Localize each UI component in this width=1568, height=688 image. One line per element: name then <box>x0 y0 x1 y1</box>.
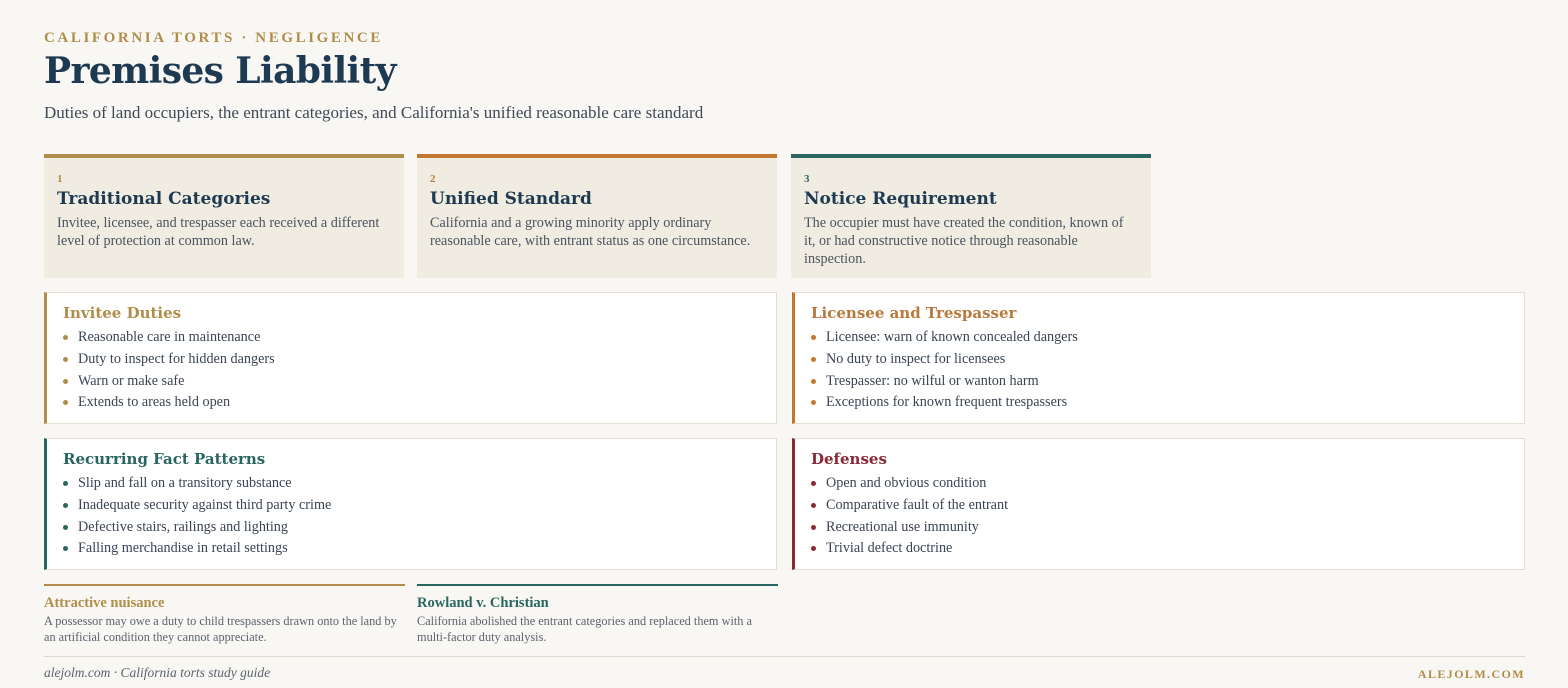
list-item <box>811 349 1508 371</box>
panel-defenses <box>792 438 1525 570</box>
list-item-text: Trivial defect doctrine <box>826 540 953 557</box>
list-item-text: Warn or make safe <box>78 372 185 389</box>
card-number: 2 <box>430 173 436 185</box>
panel-title: Defenses <box>811 450 887 468</box>
note-text: California abolished the entrant categories and replaced them with a multi-factor duty analysis. <box>417 614 752 644</box>
bullet-dot-icon <box>63 357 68 362</box>
list-item-text: Slip and fall on a transitory substance <box>78 475 292 491</box>
bullet-dot-icon <box>811 400 816 405</box>
list-item <box>63 495 760 517</box>
card-title: Traditional Categories <box>57 189 271 209</box>
list-item <box>811 495 1508 517</box>
list-item-text: Comparative fault of the entrant <box>826 496 1009 513</box>
list-item-text: Reasonable care in maintenance <box>78 329 261 345</box>
footer-site-link[interactable]: ALEJOLM.COM <box>1417 667 1525 681</box>
bullet-dot-icon <box>811 525 816 530</box>
list-item-text: Falling merchandise in retail settings <box>78 540 288 557</box>
panel-recurring-fact-patterns <box>44 438 777 570</box>
footer-divider <box>44 656 1525 657</box>
bullet-dot-icon <box>63 379 68 384</box>
bullet-dot-icon <box>63 400 68 405</box>
list-item <box>63 392 760 414</box>
list-item-text: Recreational use immunity <box>826 518 979 535</box>
concept-card-notice-requirement <box>791 154 1151 278</box>
list-item <box>811 538 1508 560</box>
bullet-dot-icon <box>811 503 816 508</box>
card-number: 3 <box>804 173 810 185</box>
page-title: Premises Liability <box>44 50 396 92</box>
bullet-dot-icon <box>63 481 68 486</box>
list-item <box>63 517 760 539</box>
list-item-text: Inadequate security against third party crime <box>78 496 332 513</box>
list-item <box>63 473 760 495</box>
note-attractive-nuisance <box>44 584 405 645</box>
card-title: Notice Requirement <box>804 189 997 209</box>
bullet-dot-icon <box>811 546 816 551</box>
bullet-dot-icon <box>811 357 816 362</box>
list-item-text: Open and obvious condition <box>826 475 987 491</box>
panel-licensee-trespasser <box>792 292 1525 424</box>
list-item-text: Defective stairs, railings and lighting <box>78 518 288 535</box>
bullet-dot-icon <box>811 335 816 340</box>
list-item-text: Exceptions for known frequent trespassers <box>826 394 1068 411</box>
eyebrow-label: CALIFORNIA TORTS · NEGLIGENCE <box>44 30 383 46</box>
list-item <box>811 473 1508 495</box>
panel-title: Licensee and Trespasser <box>811 304 1017 322</box>
note-title: Attractive nuisance <box>44 595 165 611</box>
card-text: California and a growing minority apply ordinary reasonable care, with entrant status as one circumstance. <box>430 215 751 249</box>
bullet-list <box>811 473 1508 560</box>
panel-title: Recurring Fact Patterns <box>63 450 266 468</box>
bullet-dot-icon <box>811 481 816 486</box>
list-item <box>63 327 760 349</box>
list-item-text: Extends to areas held open <box>78 394 231 411</box>
concept-card-traditional-categories <box>44 154 404 278</box>
note-rowland-v-christian <box>417 584 778 645</box>
list-item <box>811 371 1508 393</box>
list-item-text: Licensee: warn of known concealed dangers <box>826 329 1078 345</box>
bullet-list <box>63 327 760 414</box>
bullet-dot-icon <box>811 379 816 384</box>
card-text: The occupier must have created the condition, known of it, or had constructive notice through reasonable inspection. <box>804 215 1124 267</box>
card-title: Unified Standard <box>430 189 592 209</box>
card-text: Invitee, licensee, and trespasser each received a different level of protection at common law. <box>57 215 380 249</box>
list-item <box>63 371 760 393</box>
panel-invitee-duties <box>44 292 777 424</box>
card-number: 1 <box>57 173 63 185</box>
list-item-text: Duty to inspect for hidden dangers <box>78 350 275 367</box>
list-item <box>811 517 1508 539</box>
list-item-text: No duty to inspect for licensees <box>826 350 1006 367</box>
concept-card-unified-standard <box>417 154 777 278</box>
list-item <box>811 392 1508 414</box>
list-item-text: Trespasser: no wilful or wanton harm <box>826 372 1039 389</box>
list-item <box>811 327 1508 349</box>
note-title: Rowland v. Christian <box>417 595 549 611</box>
list-item <box>63 349 760 371</box>
bullet-list <box>63 473 760 560</box>
panel-title: Invitee Duties <box>63 304 182 322</box>
footer-credit: alejolm.com · California torts study guide <box>44 665 271 680</box>
bullet-dot-icon <box>63 503 68 508</box>
note-text: A possessor may owe a duty to child trespassers drawn onto the land by an artificial condition they cannot appreciate. <box>44 614 397 644</box>
bullet-dot-icon <box>63 525 68 530</box>
page-subtitle: Duties of land occupiers, the entrant categories, and California's unified reasonable care standard <box>44 103 704 122</box>
bullet-dot-icon <box>63 335 68 340</box>
bullet-dot-icon <box>63 546 68 551</box>
list-item <box>63 538 760 560</box>
bullet-list <box>811 327 1508 414</box>
